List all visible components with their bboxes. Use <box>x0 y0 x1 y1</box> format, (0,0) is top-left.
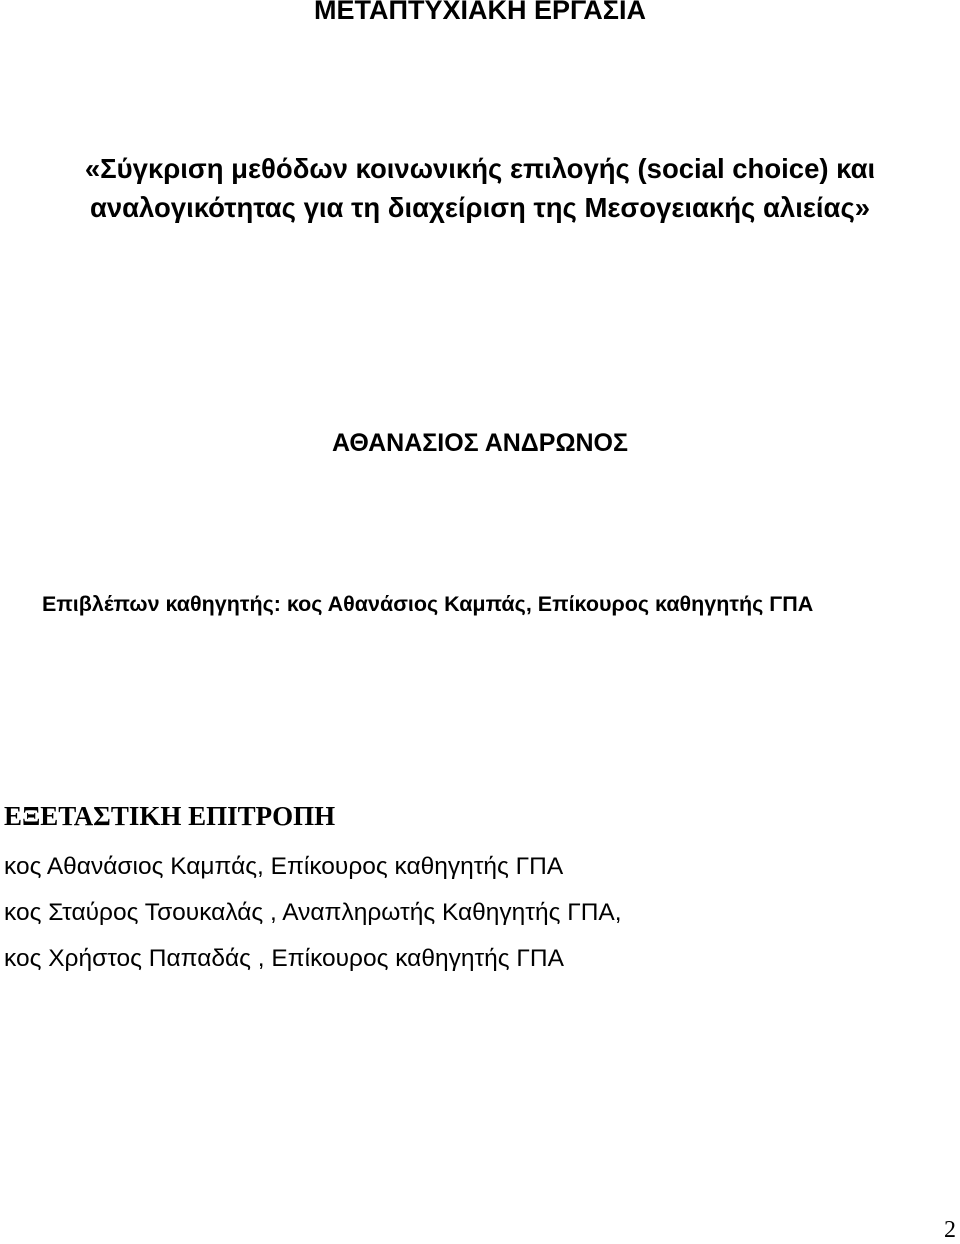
page-number: 2 <box>944 1217 956 1243</box>
supervisor-line: Επιβλέπων καθηγητής: κος Αθανάσιος Καμπάς, Επίκουρος καθηγητής ΓΠΑ <box>42 592 814 616</box>
committee-member: κος Αθανάσιος Καμπάς, Επίκουρος καθηγητής ΓΠΑ <box>4 853 564 880</box>
committee-title: ΕΞΕΤΑΣΤΙΚΗ ΕΠΙΤΡΟΠΗ <box>4 801 336 831</box>
thesis-title-line-2: αναλογικότητας για τη διαχείριση της Μεσογειακής αλιείας» <box>89 192 871 223</box>
thesis-title-line-1: «Σύγκριση μεθόδων κοινωνικής επιλογής (social choice) και <box>84 153 876 184</box>
author-name: ΑΘΑΝΑΣΙΟΣ ΑΝΔΡΩΝΟΣ <box>331 429 629 457</box>
committee-member: κος Χρήστος Παπαδάς , Επίκουρος καθηγητής ΓΠΑ <box>4 945 564 972</box>
committee-member: κος Σταύρος Τσουκαλάς , Αναπληρωτής Καθηγητής ΓΠΑ, <box>4 899 622 926</box>
document-heading: ΜΕΤΑΠΤΥΧΙΑΚΗ ΕΡΓΑΣΙΑ <box>313 0 646 25</box>
